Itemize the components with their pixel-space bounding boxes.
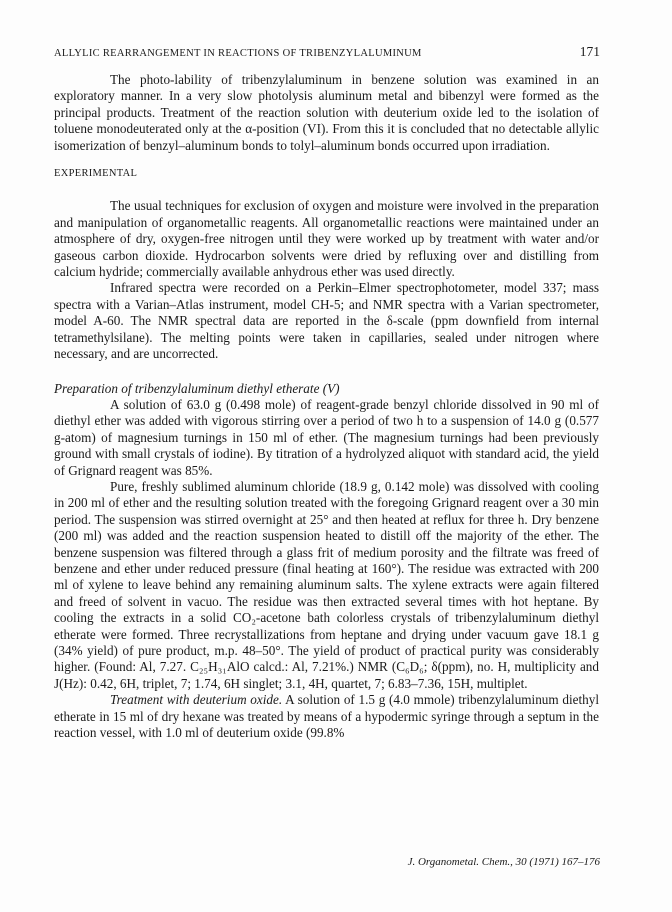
deuterium-paragraph <box>54 692 599 741</box>
subsection-heading: Preparation of tribenzylaluminum diethyl etherate (V) <box>54 380 340 396</box>
section-heading: EXPERIMENTAL <box>54 168 138 180</box>
intro-paragraph: The photo-lability of tribenzylaluminum in benzene solution was examined in an exploratory manner. In a very slow photolysis aluminum metal and bibenzyl were formed as the principal products. Treatment of the reaction solution with deuterium oxide led to the isolation of toluene monodeuterated only at the α-position (VI). From this it is concluded that no detectable allylic isomerization of benzyl–aluminum bonds to tolyl–aluminum bonds occurred upon irradiation. <box>54 72 599 153</box>
experimental-paragraph: Infrared spectra were recorded on a Perkin–Elmer spectrophotometer, model 337; mass spectra with a Varian–Atlas instrument, model CH-5; and NMR spectra with a Varian spectrometer, model A-60. The NMR spectral data are reported in the δ-scale (ppm downfield from internal tetramethylsilane). The melting points were taken in capillaries, sealed under nitrogen where necessary, and are uncorrected. <box>54 280 599 362</box>
prep-paragraph: A solution of 63.0 g (0.498 mole) of reagent-grade benzyl chloride dissolved in 90 ml of diethyl ether was added with vigorous stirring over a period of two h to a suspension of 14.0 g (0.577 g-atom) of magnesium turnings in 150 ml of ether. (The magnesium turnings had been previously ground with small crystals of iodine). By titration of a hydrolyzed aliquot with standard acid, the yield of Grignard reagent was 85%. <box>54 396 599 478</box>
running-head: ALLYLIC REARRANGEMENT IN REACTIONS OF TRIBENZYLALUMINUM <box>54 48 422 59</box>
page-header <box>54 44 600 60</box>
journal-citation: J. Organometal. Chem., 30 (1971) 167–176 <box>407 856 600 868</box>
experimental-paragraph: The usual techniques for exclusion of oxygen and moisture were involved in the preparation and manipulation of organometallic reagents. All organometallic reactions were maintained under an atmosphere of dry, oxygen-free nitrogen until they were worked up by treatment with water and/or gaseous carbon dioxide. Hydrocarbon solvents were dried by refluxing over and distilling from calcium hydride; commercially available anhydrous ether was used directly. <box>54 198 599 280</box>
body-text <box>54 72 599 741</box>
deuterium-paragraph-title: Treatment with deuterium oxide. <box>110 692 283 708</box>
prep-paragraph: Pure, freshly sublimed aluminum chloride (18.9 g, 0.142 mole) was dissolved with cooling in 200 ml of ether and the resulting solution treated with the foregoing Grignard reagent over a 30 min period. The suspension was stirred overnight at 25° and then heated at reflux for three h. Dry benzene (200 ml) was added and the reaction suspension heated to distill off the majority of the ether. The benzene suspension was filtered through a glass frit of medium porosity and the filtrate was freed of benzene and ether under reduced pressure (final heating at 160°). The residue was extracted with 200 ml of xylene to leave behind any remaining aluminum salts. The xylene extracts were again filtered and freed of solvent in vacuo. The residue was then extracted several times with hot heptane. By cooling the extracts in a solid CO₂-acetone bath colorless crystals of tribenzylaluminum diethyl etherate were formed. Three recrystallizations from heptane and drying under vacuum gave 18.1 g (34% yield) of pure product, m.p. 48–50°. The yield of product of practical purity was considerably higher. (Found: Al, 7.27. C₂₅H₃₁AlO calcd.: Al, 7.21%.) NMR (C₆D₆; δ(ppm), no. H, multiplicity and J(Hz): 0.42, 6H, triplet, 7; 1.74, 6H singlet; 3.1, 4H, quartet, 7; 6.83–7.36, 15H, multiplet. <box>54 478 599 691</box>
page-number: 171 <box>579 44 600 59</box>
deuterium-paragraph-text: A solution of 1.5 g (4.0 mmole) tribenzylaluminum diethyl etherate in 15 ml of dry hexane was treated by means of a hypodermic syringe through a septum in the reaction vessel, with 1.0 ml of deuterium oxide (99.8% <box>54 692 599 741</box>
